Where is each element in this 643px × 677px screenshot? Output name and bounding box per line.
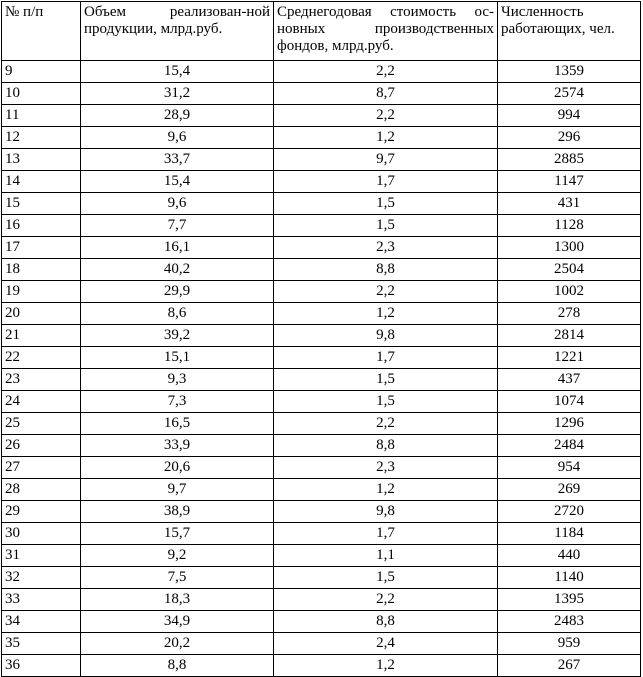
cell-employees: 269 xyxy=(498,479,641,501)
table-row xyxy=(2,413,641,435)
table-row xyxy=(2,281,641,303)
table-row xyxy=(2,523,641,545)
cell-fixed-assets: 1,5 xyxy=(274,567,498,589)
cell-fixed-assets: 8,8 xyxy=(274,611,498,633)
cell-employees: 1221 xyxy=(498,347,641,369)
table-row xyxy=(2,457,641,479)
table-row xyxy=(2,479,641,501)
cell-fixed-assets: 1,2 xyxy=(274,303,498,325)
cell-number: 9 xyxy=(2,61,81,83)
cell-sales-volume: 16,1 xyxy=(81,237,274,259)
cell-employees: 1002 xyxy=(498,281,641,303)
cell-number: 12 xyxy=(2,127,81,149)
cell-number: 23 xyxy=(2,369,81,391)
table-row xyxy=(2,589,641,611)
cell-fixed-assets: 2,3 xyxy=(274,457,498,479)
cell-sales-volume: 7,7 xyxy=(81,215,274,237)
cell-employees: 1184 xyxy=(498,523,641,545)
cell-employees: 437 xyxy=(498,369,641,391)
table-row xyxy=(2,325,641,347)
cell-employees: 994 xyxy=(498,105,641,127)
cell-number: 36 xyxy=(2,655,81,677)
cell-number: 31 xyxy=(2,545,81,567)
cell-sales-volume: 15,4 xyxy=(81,61,274,83)
cell-number: 18 xyxy=(2,259,81,281)
table-row xyxy=(2,545,641,567)
cell-employees: 1128 xyxy=(498,215,641,237)
cell-fixed-assets: 1,5 xyxy=(274,215,498,237)
table-body xyxy=(2,61,641,677)
cell-employees: 1300 xyxy=(498,237,641,259)
cell-number: 19 xyxy=(2,281,81,303)
cell-sales-volume: 15,7 xyxy=(81,523,274,545)
table-row xyxy=(2,369,641,391)
cell-number: 28 xyxy=(2,479,81,501)
cell-sales-volume: 9,2 xyxy=(81,545,274,567)
header-sales-volume: Объем реализован-ной продукции, млрд.руб. xyxy=(81,2,274,61)
cell-employees: 2885 xyxy=(498,149,641,171)
header-number: № п/п xyxy=(2,2,81,61)
cell-employees: 2814 xyxy=(498,325,641,347)
cell-fixed-assets: 8,8 xyxy=(274,259,498,281)
cell-sales-volume: 15,4 xyxy=(81,171,274,193)
table-row xyxy=(2,435,641,457)
table-row xyxy=(2,171,641,193)
cell-number: 34 xyxy=(2,611,81,633)
cell-sales-volume: 40,2 xyxy=(81,259,274,281)
cell-fixed-assets: 1,1 xyxy=(274,545,498,567)
cell-number: 30 xyxy=(2,523,81,545)
cell-sales-volume: 20,6 xyxy=(81,457,274,479)
cell-number: 32 xyxy=(2,567,81,589)
cell-sales-volume: 9,3 xyxy=(81,369,274,391)
cell-fixed-assets: 1,5 xyxy=(274,193,498,215)
cell-number: 24 xyxy=(2,391,81,413)
cell-fixed-assets: 2,2 xyxy=(274,61,498,83)
cell-fixed-assets: 2,2 xyxy=(274,589,498,611)
cell-fixed-assets: 9,7 xyxy=(274,149,498,171)
table-row xyxy=(2,215,641,237)
cell-sales-volume: 8,8 xyxy=(81,655,274,677)
header-row xyxy=(2,2,641,61)
cell-fixed-assets: 2,3 xyxy=(274,237,498,259)
cell-fixed-assets: 2,2 xyxy=(274,413,498,435)
header-employees: Численность работающих, чел. xyxy=(498,2,641,61)
header-fixed-assets: Среднегодовая стоимость ос-новных производственных фондов, млрд.руб. xyxy=(274,2,498,61)
cell-sales-volume: 15,1 xyxy=(81,347,274,369)
cell-employees: 278 xyxy=(498,303,641,325)
table-header xyxy=(2,2,641,61)
cell-sales-volume: 18,3 xyxy=(81,589,274,611)
data-table xyxy=(1,1,641,677)
cell-number: 22 xyxy=(2,347,81,369)
cell-number: 16 xyxy=(2,215,81,237)
table-row xyxy=(2,655,641,677)
table-row xyxy=(2,633,641,655)
cell-sales-volume: 8,6 xyxy=(81,303,274,325)
cell-employees: 267 xyxy=(498,655,641,677)
table-row xyxy=(2,105,641,127)
table-row xyxy=(2,149,641,171)
cell-number: 26 xyxy=(2,435,81,457)
cell-number: 11 xyxy=(2,105,81,127)
table-row xyxy=(2,611,641,633)
cell-fixed-assets: 9,8 xyxy=(274,501,498,523)
cell-employees: 959 xyxy=(498,633,641,655)
table-row xyxy=(2,259,641,281)
table-row xyxy=(2,237,641,259)
cell-fixed-assets: 1,2 xyxy=(274,127,498,149)
cell-sales-volume: 20,2 xyxy=(81,633,274,655)
cell-sales-volume: 7,3 xyxy=(81,391,274,413)
cell-employees: 2484 xyxy=(498,435,641,457)
table-row xyxy=(2,391,641,413)
cell-number: 10 xyxy=(2,83,81,105)
cell-sales-volume: 28,9 xyxy=(81,105,274,127)
cell-fixed-assets: 1,2 xyxy=(274,479,498,501)
cell-sales-volume: 33,7 xyxy=(81,149,274,171)
cell-sales-volume: 33,9 xyxy=(81,435,274,457)
table-row xyxy=(2,193,641,215)
cell-sales-volume: 7,5 xyxy=(81,567,274,589)
table-row xyxy=(2,127,641,149)
cell-sales-volume: 31,2 xyxy=(81,83,274,105)
cell-employees: 1359 xyxy=(498,61,641,83)
cell-fixed-assets: 1,2 xyxy=(274,655,498,677)
cell-number: 15 xyxy=(2,193,81,215)
cell-fixed-assets: 8,7 xyxy=(274,83,498,105)
cell-fixed-assets: 2,2 xyxy=(274,281,498,303)
table-row xyxy=(2,347,641,369)
cell-fixed-assets: 1,5 xyxy=(274,391,498,413)
cell-number: 29 xyxy=(2,501,81,523)
cell-employees: 2483 xyxy=(498,611,641,633)
cell-employees: 2720 xyxy=(498,501,641,523)
cell-sales-volume: 9,6 xyxy=(81,127,274,149)
cell-fixed-assets: 1,7 xyxy=(274,171,498,193)
cell-fixed-assets: 9,8 xyxy=(274,325,498,347)
cell-fixed-assets: 2,2 xyxy=(274,105,498,127)
cell-fixed-assets: 1,7 xyxy=(274,523,498,545)
table-row xyxy=(2,303,641,325)
table-row xyxy=(2,567,641,589)
cell-number: 25 xyxy=(2,413,81,435)
cell-employees: 440 xyxy=(498,545,641,567)
cell-employees: 2574 xyxy=(498,83,641,105)
cell-employees: 1140 xyxy=(498,567,641,589)
cell-number: 20 xyxy=(2,303,81,325)
cell-sales-volume: 29,9 xyxy=(81,281,274,303)
cell-number: 17 xyxy=(2,237,81,259)
table-row xyxy=(2,83,641,105)
cell-employees: 1147 xyxy=(498,171,641,193)
cell-fixed-assets: 8,8 xyxy=(274,435,498,457)
cell-employees: 431 xyxy=(498,193,641,215)
table-row xyxy=(2,61,641,83)
cell-employees: 1074 xyxy=(498,391,641,413)
cell-employees: 296 xyxy=(498,127,641,149)
cell-sales-volume: 9,6 xyxy=(81,193,274,215)
cell-fixed-assets: 1,7 xyxy=(274,347,498,369)
cell-sales-volume: 39,2 xyxy=(81,325,274,347)
cell-employees: 1395 xyxy=(498,589,641,611)
cell-fixed-assets: 1,5 xyxy=(274,369,498,391)
cell-number: 21 xyxy=(2,325,81,347)
cell-number: 27 xyxy=(2,457,81,479)
cell-number: 14 xyxy=(2,171,81,193)
cell-fixed-assets: 2,4 xyxy=(274,633,498,655)
cell-number: 33 xyxy=(2,589,81,611)
cell-employees: 954 xyxy=(498,457,641,479)
cell-sales-volume: 38,9 xyxy=(81,501,274,523)
cell-sales-volume: 9,7 xyxy=(81,479,274,501)
cell-sales-volume: 16,5 xyxy=(81,413,274,435)
cell-number: 13 xyxy=(2,149,81,171)
cell-employees: 2504 xyxy=(498,259,641,281)
cell-sales-volume: 34,9 xyxy=(81,611,274,633)
cell-number: 35 xyxy=(2,633,81,655)
table-row xyxy=(2,501,641,523)
cell-employees: 1296 xyxy=(498,413,641,435)
